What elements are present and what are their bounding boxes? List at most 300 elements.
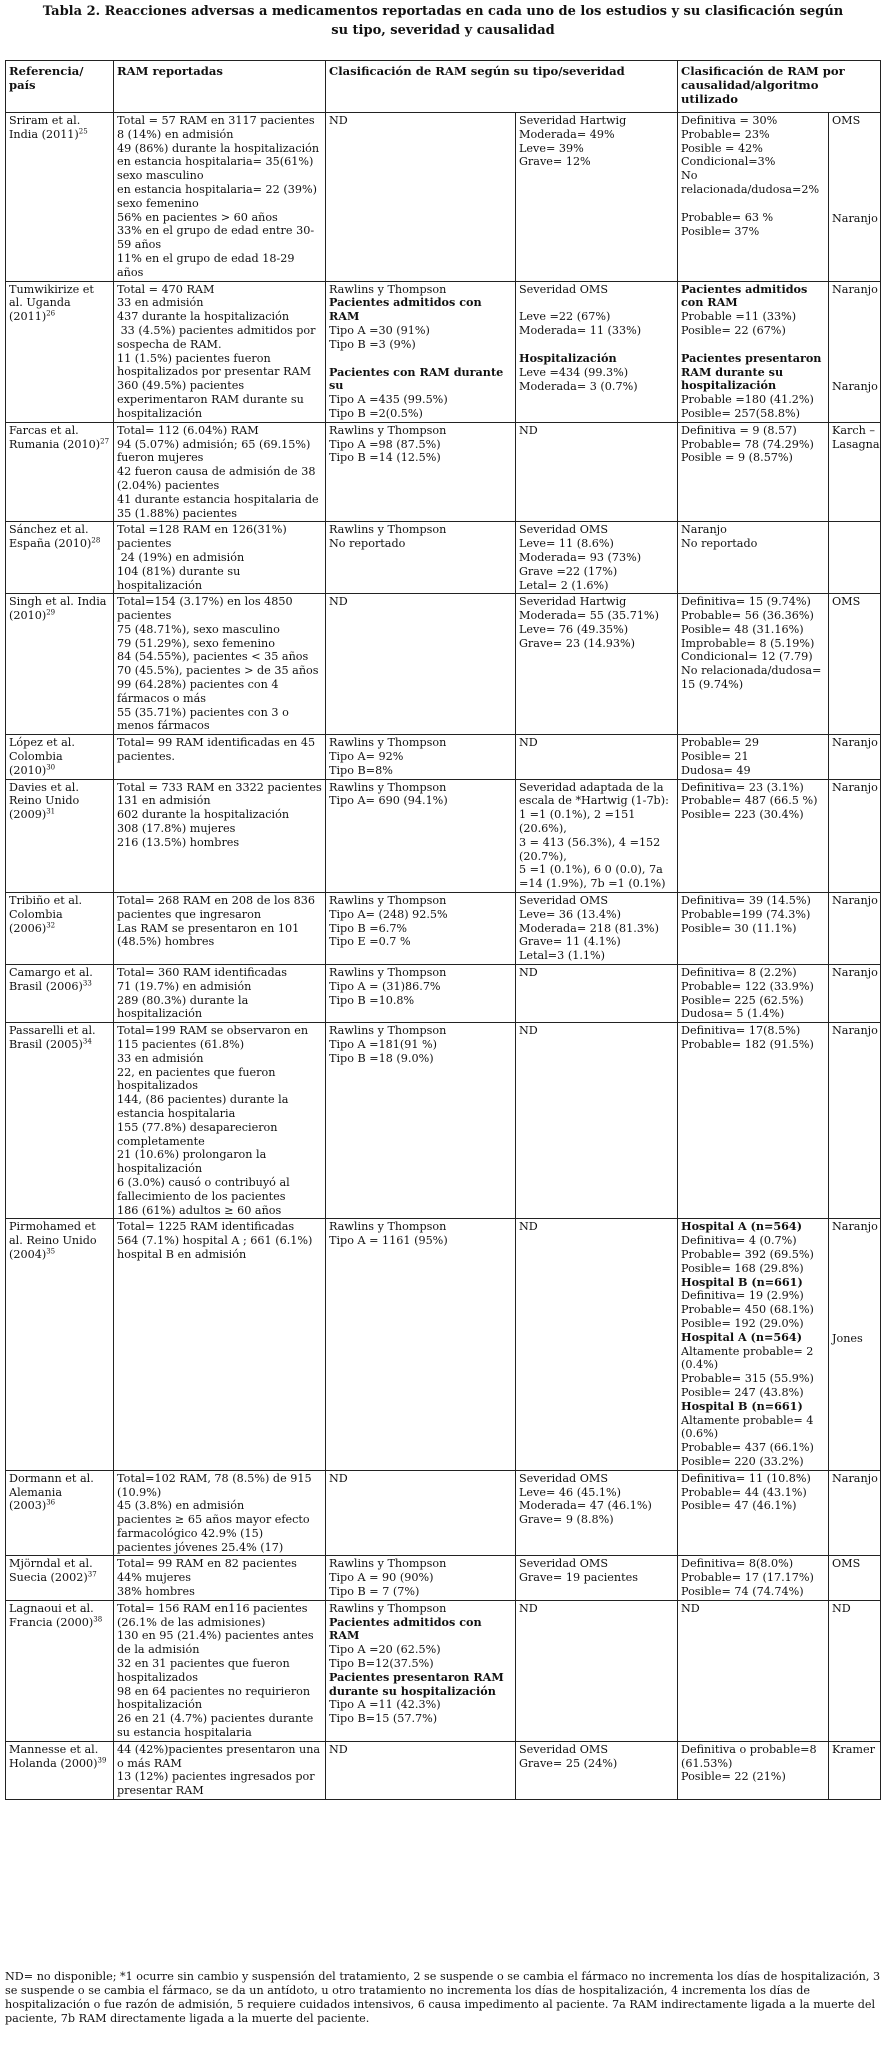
cell-line: Total = 57 RAM en 3117 pacientes — [117, 114, 315, 127]
cell-line: ND — [519, 1601, 538, 1615]
algorithm-cell — [829, 113, 881, 282]
cell-line: 8 (14%) en admisión — [117, 127, 234, 141]
cell-line: Severidad Hartwig — [519, 114, 627, 127]
algorithm-cell — [829, 1470, 881, 1556]
cell-line: Moderada= 3 (0.7%) — [519, 379, 638, 393]
type-cell — [326, 281, 516, 422]
cell-line: Rawlins y Thompson — [329, 1557, 447, 1571]
causality-cell — [678, 1023, 829, 1219]
reference-text: Sriram et al. India (2011) — [9, 114, 81, 141]
cell-line: Letal= 2 (1.6%) — [519, 578, 609, 592]
ram-cell — [114, 1600, 326, 1741]
cell-line: 22, en pacientes que fueron hospitalizados — [117, 1065, 280, 1093]
severity-cell — [516, 1219, 678, 1470]
cell-line: No reportado — [329, 537, 406, 551]
cell-line: Rawlins y Thompson — [329, 780, 447, 794]
reference-cell — [6, 735, 114, 779]
causality-cell — [678, 113, 829, 282]
reference-cell — [6, 594, 114, 735]
causality-cell — [678, 779, 829, 892]
cell-line: Severidad Hartwig — [519, 595, 627, 609]
table-row — [6, 1219, 881, 1470]
cell-line: Leve =434 (99.3%) — [519, 365, 629, 379]
cell-line: Kramer — [832, 1742, 875, 1756]
reference-text: Tribiño et al. Colombia (2006) — [9, 894, 83, 935]
cell-line: Pacientes admitidos con RAM — [681, 281, 812, 310]
cell-line: Tipo A= 690 (94.1%) — [329, 794, 448, 808]
cell-line — [832, 352, 877, 366]
cell-line: Naranjo — [832, 966, 878, 980]
causality-cell — [678, 893, 829, 965]
cell-line: Definitiva= 17(8.5%) — [681, 1024, 801, 1038]
cell-line: 289 (80.3%) durante la hospitalización — [117, 993, 252, 1021]
table-row — [6, 113, 881, 282]
cell-line: Moderada= 93 (73%) — [519, 550, 642, 564]
cell-line: Posible= 22 (67%) — [681, 323, 786, 337]
type-cell — [326, 113, 516, 282]
cell-line: 104 (81%) durante su hospitalización — [117, 564, 244, 592]
table-body — [6, 113, 881, 1800]
cell-line: Tipo A =20 (62.5%) — [329, 1643, 441, 1657]
cell-line: 24 (19%) en admisión — [117, 550, 245, 564]
cell-line: Probable= 78 (74.29%) — [681, 437, 814, 451]
cell-line: Letal=3 (1.1%) — [519, 949, 605, 963]
cell-line — [832, 170, 877, 184]
cell-line: Posible= 37% — [681, 224, 760, 238]
cell-line: ND — [329, 114, 348, 127]
cell-line: No reportado — [681, 537, 758, 551]
cell-line: Probable=199 (74.3%) — [681, 907, 811, 921]
table-row — [6, 735, 881, 779]
cell-line: Moderada= 11 (33%) — [519, 324, 642, 338]
cell-line: Probable= 437 (66.1%) — [681, 1441, 814, 1455]
cell-line: ND — [519, 1220, 538, 1234]
cell-line: Tipo B =18 (9.0%) — [329, 1051, 434, 1065]
cell-line: Tipo B =14 (12.5%) — [329, 451, 441, 465]
cell-line: Definitiva= 15 (9.74%) — [681, 595, 811, 609]
cell-line: Rawlins y Thompson — [329, 523, 447, 537]
cell-line: Total=154 (3.17%) en los 4850 pacientes — [117, 595, 297, 623]
cell-line: Pacientes presentaron RAM durante su hospitalización — [329, 1669, 508, 1698]
cell-line: 49 (86%) durante la hospitalización — [117, 141, 320, 155]
cell-line: Naranjo — [832, 1471, 878, 1485]
type-cell — [326, 1600, 516, 1741]
table-row — [6, 594, 881, 735]
cell-line: Moderada= 49% — [519, 127, 615, 141]
cell-line: ND — [329, 595, 348, 609]
cell-line: Grave =22 (17%) — [519, 564, 618, 578]
cell-line: Definitiva = 9 (8.57) — [681, 423, 797, 437]
cell-line: Pacientes presentaron RAM durante su hospitalización — [681, 350, 826, 393]
cell-line: Naranjo — [681, 523, 727, 537]
severity-cell — [516, 422, 678, 522]
cell-line: Naranjo — [832, 380, 878, 394]
cell-line: 6 (3.0%) causó o contribuyó al fallecimiento de los pacientes — [117, 1175, 294, 1203]
ram-cell — [114, 422, 326, 522]
severity-cell — [516, 1023, 678, 1219]
cell-line: Severidad OMS — [519, 894, 608, 908]
cell-line: Tipo A =11 (42.3%) — [329, 1698, 441, 1712]
cell-line: Dudosa= 49 — [681, 763, 751, 777]
cell-line: Tipo B =6.7% — [329, 921, 408, 935]
cell-line — [832, 296, 877, 310]
citation-number: 37 — [87, 1570, 97, 1579]
cell-line: Dudosa= 5 (1.4%) — [681, 1007, 785, 1021]
cell-line: Probable= 450 (68.1%) — [681, 1303, 814, 1317]
cell-line: Grave= 9 (8.8%) — [519, 1513, 614, 1527]
cell-line: No relacionada/dudosa=2% — [681, 169, 820, 196]
causality-cell — [678, 1556, 829, 1600]
cell-line: Naranjo — [832, 211, 878, 225]
citation-number: 36 — [46, 1498, 56, 1507]
cell-line: Severidad OMS — [519, 1742, 608, 1756]
citation-number: 29 — [46, 608, 56, 617]
reference-cell — [6, 893, 114, 965]
cell-line: Grave= 19 pacientes — [519, 1571, 638, 1585]
cell-line: pacientes ≥ 65 años mayor efecto farmacológico 42.9% (15) — [117, 1513, 314, 1540]
type-cell — [326, 1741, 516, 1799]
cell-line: Total= 99 RAM en 82 pacientes — [117, 1557, 297, 1571]
reference-cell — [6, 422, 114, 522]
reference-cell — [6, 779, 114, 892]
cell-line: 186 (61%) adultos ≥ 60 años — [117, 1203, 282, 1217]
cell-line: 3 = 413 (56.3%), 4 =152 (20.7%), — [519, 835, 664, 863]
cell-line: Tipo A = 90 (90%) — [329, 1571, 434, 1585]
cell-line: Rawlins y Thompson — [329, 894, 447, 908]
ram-cell — [114, 1741, 326, 1799]
cell-line — [681, 338, 825, 352]
cell-line: Probable =180 (41.2%) — [681, 393, 814, 407]
type-cell — [326, 1023, 516, 1219]
reference-text: Pirmohamed et al. Reino Unido (2004) — [9, 1220, 97, 1261]
cell-line: Posible = 9 (8.57%) — [681, 451, 793, 465]
reference-cell — [6, 1600, 114, 1741]
cell-line: Naranjo — [832, 1024, 878, 1038]
cell-line: 45 (3.8%) en admisión — [117, 1499, 245, 1513]
cell-line: ND — [329, 1742, 348, 1756]
cell-line: 38% hombres — [117, 1585, 195, 1599]
cell-line — [832, 1248, 877, 1262]
cell-line: Probable= 122 (33.9%) — [681, 979, 814, 993]
cell-line: Rawlins y Thompson — [329, 736, 447, 750]
cell-line: 437 durante la hospitalización — [117, 310, 290, 324]
cell-line: 602 durante la hospitalización — [117, 808, 290, 822]
cell-line: Definitiva= 39 (14.5%) — [681, 894, 811, 908]
severity-cell — [516, 281, 678, 422]
cell-line: Leve= 39% — [519, 141, 584, 155]
header-ram: RAM reportadas — [114, 61, 326, 113]
type-cell — [326, 1219, 516, 1470]
causality-cell — [678, 1470, 829, 1556]
cell-line: Posible= 168 (29.8%) — [681, 1261, 804, 1275]
reference-cell — [6, 1556, 114, 1600]
cell-line: Tipo B =10.8% — [329, 993, 415, 1007]
cell-line: Definitiva= 11 (10.8%) — [681, 1471, 811, 1485]
cell-line — [832, 142, 877, 156]
cell-line: Posible = 42% — [681, 141, 763, 155]
cell-line: Posible= 225 (62.5%) — [681, 993, 804, 1007]
citation-number: 28 — [91, 536, 101, 545]
cell-line: 11 (1.5%) pacientes fueron hospitalizados por presentar RAM — [117, 351, 312, 379]
cell-line: 71 (19.7%) en admisión — [117, 979, 252, 993]
severity-cell — [516, 735, 678, 779]
adverse-reactions-table — [5, 60, 881, 1800]
type-cell — [326, 522, 516, 594]
algorithm-cell — [829, 965, 881, 1023]
citation-number: 25 — [78, 127, 88, 136]
cell-line: 98 en 64 pacientes no requirieron hospitalización — [117, 1684, 314, 1712]
table-row — [6, 779, 881, 892]
cell-line: 33% en el grupo de edad entre 30-59 años — [117, 224, 315, 252]
cell-line: 216 (13.5%) hombres — [117, 835, 240, 849]
cell-line: Severidad OMS — [519, 523, 608, 537]
cell-line: Probable= 23% — [681, 127, 770, 141]
cell-line: Tipo E =0.7 % — [329, 935, 411, 949]
causality-cell — [678, 1219, 829, 1470]
cell-line — [832, 366, 877, 380]
table-row — [6, 965, 881, 1023]
algorithm-cell — [829, 522, 881, 594]
cell-line: Probable= 315 (55.9%) — [681, 1372, 814, 1386]
cell-line: Total=199 RAM se observaron en 115 pacientes (61.8%) — [117, 1024, 312, 1051]
cell-line: Total =128 RAM en 126(31%) pacientes — [117, 523, 291, 551]
cell-line: 144, (86 pacientes) durante la estancia hospitalaria — [117, 1093, 292, 1120]
cell-line: Total = 470 RAM — [117, 282, 215, 296]
algorithm-cell — [829, 779, 881, 892]
ram-cell — [114, 779, 326, 892]
causality-cell — [678, 735, 829, 779]
type-cell — [326, 594, 516, 735]
cell-line — [832, 1262, 877, 1276]
cell-line: Posible= 48 (31.16%) — [681, 622, 804, 636]
cell-line — [832, 198, 877, 212]
cell-line: Total= 360 RAM identificadas — [117, 966, 288, 980]
cell-line: OMS — [832, 1557, 861, 1571]
cell-line: Probable= 29 — [681, 736, 759, 750]
cell-line: ND — [329, 1471, 348, 1485]
cell-line: Leve= 36 (13.4%) — [519, 907, 621, 921]
cell-line: 79 (51.29%), sexo femenino — [117, 636, 275, 650]
cell-line: Tipo A =181(91 %) — [329, 1038, 438, 1051]
cell-line: Total= 112 (6.04%) RAM — [117, 423, 259, 437]
cell-line: Probable= 392 (69.5%) — [681, 1247, 814, 1261]
cell-line: Leve= 46 (45.1%) — [519, 1485, 621, 1499]
reference-cell — [6, 522, 114, 594]
cell-line: Naranjo — [832, 894, 878, 908]
cell-line: 1 =1 (0.1%), 2 =151 (20.6%), — [519, 808, 639, 836]
cell-line: Tipo A =435 (99.5%) — [329, 393, 448, 407]
cell-line: Severidad OMS — [519, 1557, 608, 1571]
cell-line: OMS — [832, 114, 861, 127]
cell-line: Hospital B (n=661) — [681, 1398, 803, 1413]
ram-cell — [114, 594, 326, 735]
cell-line: No relacionada/dudosa= 15 (9.74%) — [681, 664, 825, 692]
cell-line: Posible= 223 (30.4%) — [681, 808, 804, 822]
cell-line: Hospitalización — [519, 350, 617, 365]
table-header-row — [6, 61, 881, 113]
cell-line: Grave= 25 (24%) — [519, 1756, 618, 1770]
type-cell — [326, 893, 516, 965]
cell-line — [832, 310, 877, 324]
cell-line: Leve =22 (67%) — [519, 310, 611, 324]
ram-cell — [114, 1470, 326, 1556]
cell-line: 32 en 31 pacientes que fueron hospitalizados — [117, 1657, 294, 1684]
reference-cell — [6, 1023, 114, 1219]
cell-line: Total=102 RAM, 78 (8.5%) de 915 (10.9%) — [117, 1471, 316, 1499]
table-row — [6, 1023, 881, 1219]
cell-line: Tipo B=15 (57.7%) — [329, 1712, 438, 1726]
cell-line: OMS — [832, 595, 861, 609]
causality-cell — [678, 965, 829, 1023]
cell-line: 13 (12%) pacientes ingresados por presentar RAM — [117, 1770, 319, 1798]
cell-line: Definitiva = 30% — [681, 114, 778, 127]
cell-line: Rawlins y Thompson — [329, 1220, 447, 1234]
cell-line: en estancia hospitalaria= 22 (39%) sexo femenino — [117, 182, 321, 210]
table-row — [6, 522, 881, 594]
cell-line: Karch –Lasagna — [832, 423, 880, 451]
citation-number: 35 — [46, 1247, 56, 1256]
cell-line: Severidad adaptada de la escala de *Hartwig (1-7b): — [519, 780, 669, 808]
cell-line: 84 (54.55%), pacientes < 35 años — [117, 650, 309, 664]
cell-line: Las RAM se presentaron en 101 (48.5%) hombres — [117, 921, 303, 949]
causality-cell — [678, 422, 829, 522]
cell-line: 26 en 21 (4.7%) pacientes durante su estancia hospitalaria — [117, 1712, 317, 1740]
citation-number: 30 — [46, 763, 56, 772]
cell-line — [832, 1304, 877, 1318]
cell-line: Severidad OMS — [519, 1471, 608, 1485]
citation-number: 31 — [46, 807, 56, 816]
type-cell — [326, 422, 516, 522]
cell-line — [832, 156, 877, 170]
type-cell — [326, 1470, 516, 1556]
algorithm-cell — [829, 1219, 881, 1470]
cell-line: Posible= 22 (21%) — [681, 1770, 786, 1784]
cell-line: 42 fueron causa de admisión de 38 (2.04%) pacientes — [117, 465, 320, 492]
table-row — [6, 1741, 881, 1799]
cell-line: Posible= 220 (33.2%) — [681, 1454, 804, 1468]
table-row — [6, 893, 881, 965]
cell-line: Rawlins y Thompson — [329, 1601, 447, 1615]
citation-number: 34 — [82, 1037, 92, 1046]
cell-line: Definitiva= 23 (3.1%) — [681, 780, 804, 794]
cell-line — [329, 352, 512, 366]
cell-line: Condicional=3% — [681, 155, 776, 169]
reference-text: Camargo et al. Brasil (2006) — [9, 966, 93, 993]
severity-cell — [516, 893, 678, 965]
ram-cell — [114, 1219, 326, 1470]
severity-cell — [516, 1470, 678, 1556]
severity-cell — [516, 522, 678, 594]
cell-line — [832, 1318, 877, 1332]
cell-line: 11% en el grupo de edad 18-29 años — [117, 251, 299, 279]
reference-text: Dormann et al. Alemania (2003) — [9, 1471, 94, 1513]
cell-line: Definitiva= 8 (2.2%) — [681, 966, 797, 980]
cell-line: Leve= 11 (8.6%) — [519, 537, 614, 551]
cell-line: Posible= 247 (43.8%) — [681, 1385, 804, 1399]
cell-line: Pacientes con RAM durante su — [329, 364, 508, 393]
citation-number: 33 — [82, 979, 92, 988]
cell-line — [519, 338, 674, 352]
cell-line: Grave= 11 (4.1%) — [519, 935, 621, 949]
algorithm-cell — [829, 422, 881, 522]
cell-line: ND — [519, 736, 538, 750]
cell-line: Posible= 257(58.8%) — [681, 406, 801, 420]
cell-line: 41 durante estancia hospitalaria de 35 (1.88%) pacientes — [117, 492, 323, 520]
algorithm-cell — [829, 1600, 881, 1741]
cell-line — [832, 128, 877, 142]
ram-cell — [114, 522, 326, 594]
cell-line: Tipo B =2(0.5%) — [329, 406, 423, 420]
causality-cell — [678, 522, 829, 594]
reference-cell — [6, 281, 114, 422]
reference-text: López et al. Colombia (2010) — [9, 736, 75, 777]
citation-number: 26 — [46, 309, 56, 318]
cell-line — [832, 1290, 877, 1304]
cell-line: Rawlins y Thompson — [329, 1024, 447, 1038]
cell-line: Pacientes admitidos con RAM — [329, 1614, 486, 1643]
cell-line: Naranjo — [832, 1220, 878, 1234]
algorithm-cell — [829, 1023, 881, 1219]
ram-cell — [114, 735, 326, 779]
cell-line: Definitiva= 19 (2.9%) — [681, 1289, 804, 1303]
cell-line: Tipo B=12(37.5%) — [329, 1657, 434, 1671]
cell-line: Tipo A = 1161 (95%) — [329, 1234, 448, 1248]
citation-number: 27 — [100, 436, 110, 445]
cell-line: ND — [519, 966, 538, 980]
cell-line: 55 (35.71%) pacientes con 3 o menos fármacos — [117, 705, 293, 733]
reference-cell — [6, 1741, 114, 1799]
cell-line: Hospital A (n=564) — [681, 1219, 802, 1234]
severity-cell — [516, 1556, 678, 1600]
algorithm-cell — [829, 893, 881, 965]
reference-text: Singh et al. India (2010) — [9, 595, 107, 623]
ram-cell — [114, 113, 326, 282]
cell-line — [519, 296, 674, 310]
causality-cell — [678, 1600, 829, 1741]
ram-cell — [114, 1023, 326, 1219]
cell-line: Definitiva= 8(8.0%) — [681, 1557, 794, 1571]
severity-cell — [516, 1741, 678, 1799]
type-cell — [326, 1556, 516, 1600]
cell-line: Tipo B =3 (9%) — [329, 337, 416, 351]
cell-line: Rawlins y Thompson — [329, 423, 447, 437]
algorithm-cell — [829, 594, 881, 735]
ram-cell — [114, 893, 326, 965]
causality-cell — [678, 594, 829, 735]
cell-line: Total= 268 RAM en 208 de los 836 pacientes que ingresaron — [117, 894, 319, 921]
algorithm-cell — [829, 1556, 881, 1600]
cell-line: 308 (17.8%) mujeres — [117, 822, 236, 836]
cell-line: Total= 99 RAM identificadas en 45 pacientes. — [117, 736, 319, 764]
severity-cell — [516, 779, 678, 892]
cell-line: Hospital A (n=564) — [681, 1329, 802, 1344]
header-type-severity: Clasificación de RAM según su tipo/severidad — [326, 61, 678, 113]
cell-line: Posible= 21 — [681, 750, 749, 764]
cell-line: Moderada= 218 (81.3%) — [519, 921, 659, 935]
cell-line — [832, 1234, 877, 1248]
algorithm-cell — [829, 735, 881, 779]
severity-cell — [516, 1600, 678, 1741]
cell-line: Tipo A =98 (87.5%) — [329, 437, 441, 451]
cell-line: Total = 733 RAM en 3322 pacientes — [117, 780, 322, 794]
citation-number: 39 — [97, 1755, 107, 1764]
cell-line: ND — [519, 1024, 538, 1038]
cell-line: Tipo A= 92% — [329, 750, 404, 764]
cell-line: Tipo A =30 (91%) — [329, 323, 430, 337]
cell-line: Probable= 63 % — [681, 210, 774, 224]
cell-line: Tipo A= (248) 92.5% — [329, 907, 448, 921]
cell-line: Moderada= 55 (35.71%) — [519, 609, 659, 623]
